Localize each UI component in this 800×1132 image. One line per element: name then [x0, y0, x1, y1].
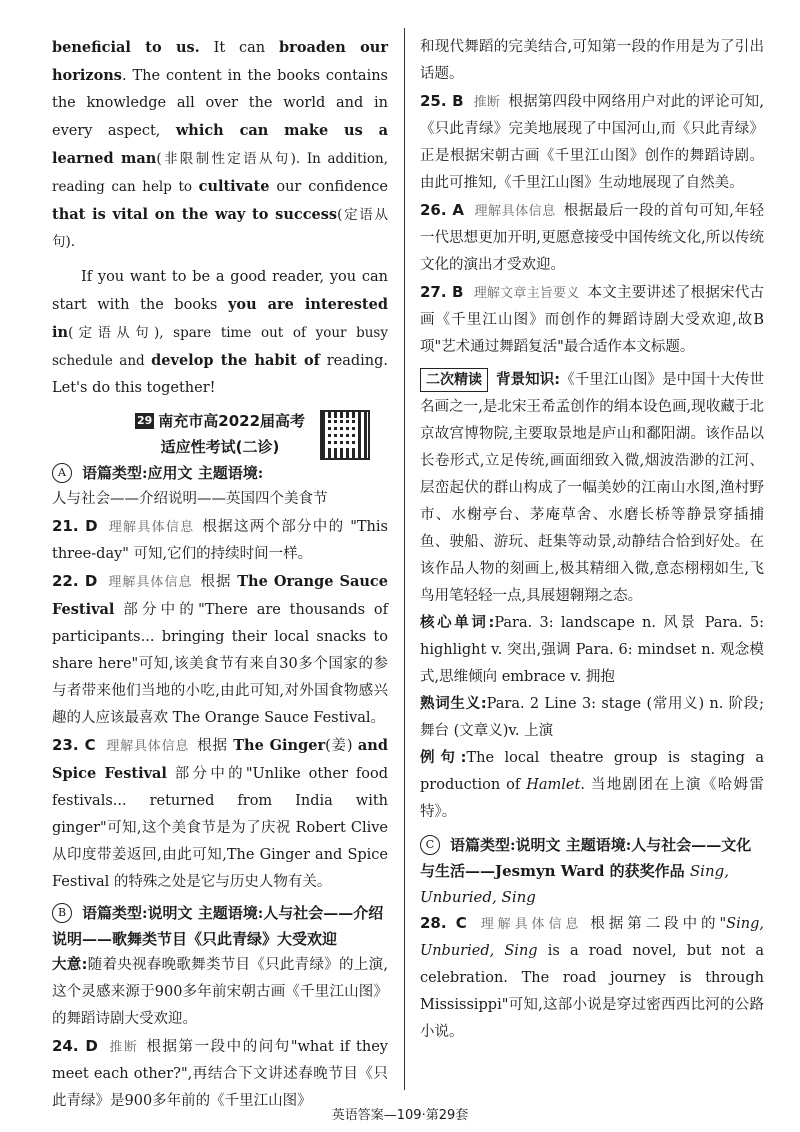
- label: 大意:: [52, 957, 88, 973]
- answer-number: 27. B: [420, 283, 464, 301]
- bold-phrase: The Orange Sauce Festival: [52, 573, 388, 618]
- text: 根据: [200, 574, 238, 590]
- label: 例句:: [420, 750, 467, 766]
- italic-title: Sing, Unburied, Sing: [420, 916, 764, 959]
- bold-phrase: broaden our horizons: [52, 39, 388, 84]
- answer-28: [420, 910, 764, 1046]
- text: . The content in the books contains the knowledge all over the world and in every aspect,: [52, 68, 388, 139]
- text: . 当地剧团在上演《哈姆雷特》。: [420, 777, 764, 820]
- text: our confidence: [269, 179, 389, 195]
- text: It can: [199, 40, 280, 56]
- answer-26: [420, 197, 764, 279]
- answer-number: 24. D: [52, 1037, 98, 1055]
- section-c-header: [420, 832, 764, 910]
- answer-24-continued: 和现代舞蹈的完美结合,可知第一段的作用是为了引出话题。: [420, 39, 764, 82]
- answer-24: [52, 1033, 388, 1115]
- section-a-header: [52, 460, 388, 486]
- answer-explanation: 根据最后一段的首句可知,年轻一代思想更加开明,更愿意接受中国传统文化,所以传统文化的演出才受欢迎。: [420, 203, 764, 273]
- section-type: 语篇类型:应用文 主题语境:: [82, 464, 264, 482]
- answer-22: [52, 568, 388, 732]
- answer-23: [52, 732, 388, 896]
- exam-subtitle: 适应性考试(二诊): [160, 438, 280, 456]
- exam-number-badge: 29: [136, 414, 153, 427]
- background-knowledge: [420, 367, 764, 610]
- bold-phrase: which can make us a learned man: [52, 122, 388, 167]
- section-mark: B: [52, 903, 72, 923]
- section-b-header: [52, 900, 388, 952]
- question-type-tag: 理解具体信息: [473, 204, 556, 219]
- question-type-tag: 推断: [107, 1040, 139, 1055]
- answer-explanation: 根据第一段中的问句"what if they meet each other?",再结合下文讲述春晚节目《只此青绿》是900多年前的《千里江山图》: [52, 1039, 388, 1109]
- answer-27: [420, 279, 764, 361]
- answer-21: [52, 513, 388, 568]
- answer-explanation: 根据这两个部分中的 "This three-day" 可知,它们的持续时间一样。: [52, 519, 388, 562]
- italic-title: Hamlet: [526, 777, 581, 793]
- section-mark: A: [52, 463, 72, 483]
- background-text: 《千里江山图》是中国十大传世名画之一,是北宋王希孟创作的绢本设色画,现收藏于北京故宫博物院,主要取景地是庐山和鄱阳湖。该作品以长卷形式,立足传统,画面细致入微,烟波浩渺的江河、层峦起伏的群山构成了一幅美妙的江南山水图,渔村野市、水榭亭台、茅庵草舍、水磨长桥等静景穿插捕鱼、驶船、游玩、赶集等动景,动静结合恰到好处。在该作品人物的刻画上,极其精细入微,意态栩栩如生,飞鸟用笔轻轻一点,具展翅翱翔之态。: [420, 372, 764, 604]
- bold-phrase: that is vital on the way to success: [52, 206, 338, 223]
- answer-explanation: 根据第四段中网络用户对此的评论可知,《只此青绿》完美地展现了中国河山,而《只此青绿》正是根据宋朝古画《千里江山图》创作的舞蹈诗剧。由此可推知,《千里江山图》生动地展现了自然美。: [420, 94, 764, 191]
- familiar-words-text: Para. 2 Line 3: stage (常用义) n. 阶段;舞台 (文章义)v. 上演: [420, 696, 764, 739]
- text: reading. Let's do this together!: [52, 353, 388, 396]
- left-column: [52, 34, 388, 1115]
- bold-phrase: beneficial to us.: [52, 39, 200, 56]
- label: 核心单词:: [420, 615, 495, 631]
- answer-number: 25. B: [420, 92, 464, 110]
- text: The local theatre group is staging a production of: [420, 750, 764, 793]
- label: 熟词生义:: [420, 696, 487, 712]
- text: 根据第二段中的": [590, 916, 727, 932]
- answer-number: 23. C: [52, 736, 96, 754]
- question-type-tag: 理解文章主旨要义: [473, 286, 580, 301]
- passage-paragraph-2: [52, 264, 388, 402]
- italic-title: Sing, Unburied, Sing: [420, 862, 730, 906]
- section-type: 语篇类型:说明文 主题语境:人与社会——介绍说明——歌舞类节目《只此青绿》大受欢迎: [52, 904, 384, 948]
- text: (非限制性定语从句). In addition, reading can help to: [52, 151, 388, 195]
- exam-header: [52, 408, 388, 460]
- text: 根据: [197, 738, 234, 754]
- bold-phrase: you are interested in: [52, 296, 388, 341]
- main-idea: [52, 952, 388, 1033]
- exam-title: 南充市高2022届高考: [158, 412, 306, 430]
- text: (定语从句).: [52, 207, 388, 250]
- text: If you want to be a good reader, you can start with the books: [52, 269, 388, 313]
- question-type-tag: 理解具体信息: [107, 520, 195, 535]
- answer-number: 28. C: [420, 914, 467, 932]
- question-type-tag: 理解具体信息: [105, 739, 190, 754]
- label: 背景知识:: [496, 372, 561, 388]
- section-theme: 人与社会——介绍说明——英国四个美食节: [52, 491, 328, 507]
- section-type: 语篇类型:说明文 主题语境:人与社会——文化与生活——Jesmyn Ward 的获奖作品: [420, 836, 752, 880]
- main-idea-text: 随着央视春晚歌舞类节目《只此青绿》的上演,这个灵感来源于900多年前宋朝古画《千里江山图》的舞蹈诗剧大受欢迎。: [52, 957, 388, 1027]
- answer-number: 22. D: [52, 572, 98, 590]
- answer-explanation: 部分中的"There are thousands of participants... bringing their local snacks to share here"可知,该美食节有来自30多个国家的参与者带来他们当地的小吃,由此可知,对外国食物感兴趣的人应该最喜欢 The Orange Sauce Festival。: [52, 602, 388, 726]
- core-words-text: Para. 3: landscape n. 风景 Para. 5: highlight v. 突出,强调 Para. 6: mindset n. 观念模式,思维倾向 embrace v. 拥抱: [420, 615, 764, 685]
- question-type-tag: 理解具体信息: [107, 575, 193, 590]
- answer-number: 26. A: [420, 201, 464, 219]
- question-type-tag: 理解具体信息: [476, 917, 583, 932]
- bold-phrase: and Spice Festival: [52, 737, 388, 782]
- answer-explanation: 本文主要讲述了根据宋代古画《千里江山图》而创作的舞蹈诗剧大受欢迎,故B项"艺术通过舞蹈复活"最合适作本文标题。: [420, 285, 765, 355]
- answer-number: 21. D: [52, 517, 98, 535]
- answer-25: [420, 88, 764, 197]
- page-footer: 英语答案—109·第29套: [331, 1108, 469, 1123]
- core-words: [420, 610, 764, 691]
- text: (姜): [325, 738, 358, 754]
- answer-explanation: is a road novel, but not a celebration. The road journey is through Mississippi"可知,这部小说是穿过密西西比河的公路小说。: [420, 943, 764, 1040]
- answer-explanation: 部分中的"Unlike other food festivals... returned from India with ginger"可知,这个美食节是为了庆祝 Robert Clive 从印度带姜返回,由此可知,The Ginger and Spice Festival 的特殊之处是它与历史人物有关。: [52, 766, 388, 890]
- section-mark: C: [420, 835, 440, 855]
- example-sentence: [420, 745, 764, 826]
- familiar-words: [420, 691, 764, 745]
- text: (定语从句), spare time out of your busy schedule and: [52, 325, 388, 369]
- qr-code-icon[interactable]: [320, 410, 370, 460]
- right-column: [420, 34, 764, 1046]
- bold-phrase: develop the habit of: [151, 352, 320, 369]
- reread-label: 二次精读: [420, 368, 488, 392]
- bold-phrase: The Ginger: [233, 737, 326, 754]
- passage-paragraph-1: [52, 34, 388, 256]
- bold-phrase: cultivate: [198, 178, 270, 195]
- column-divider: [404, 28, 405, 1090]
- question-type-tag: 推断: [473, 95, 501, 110]
